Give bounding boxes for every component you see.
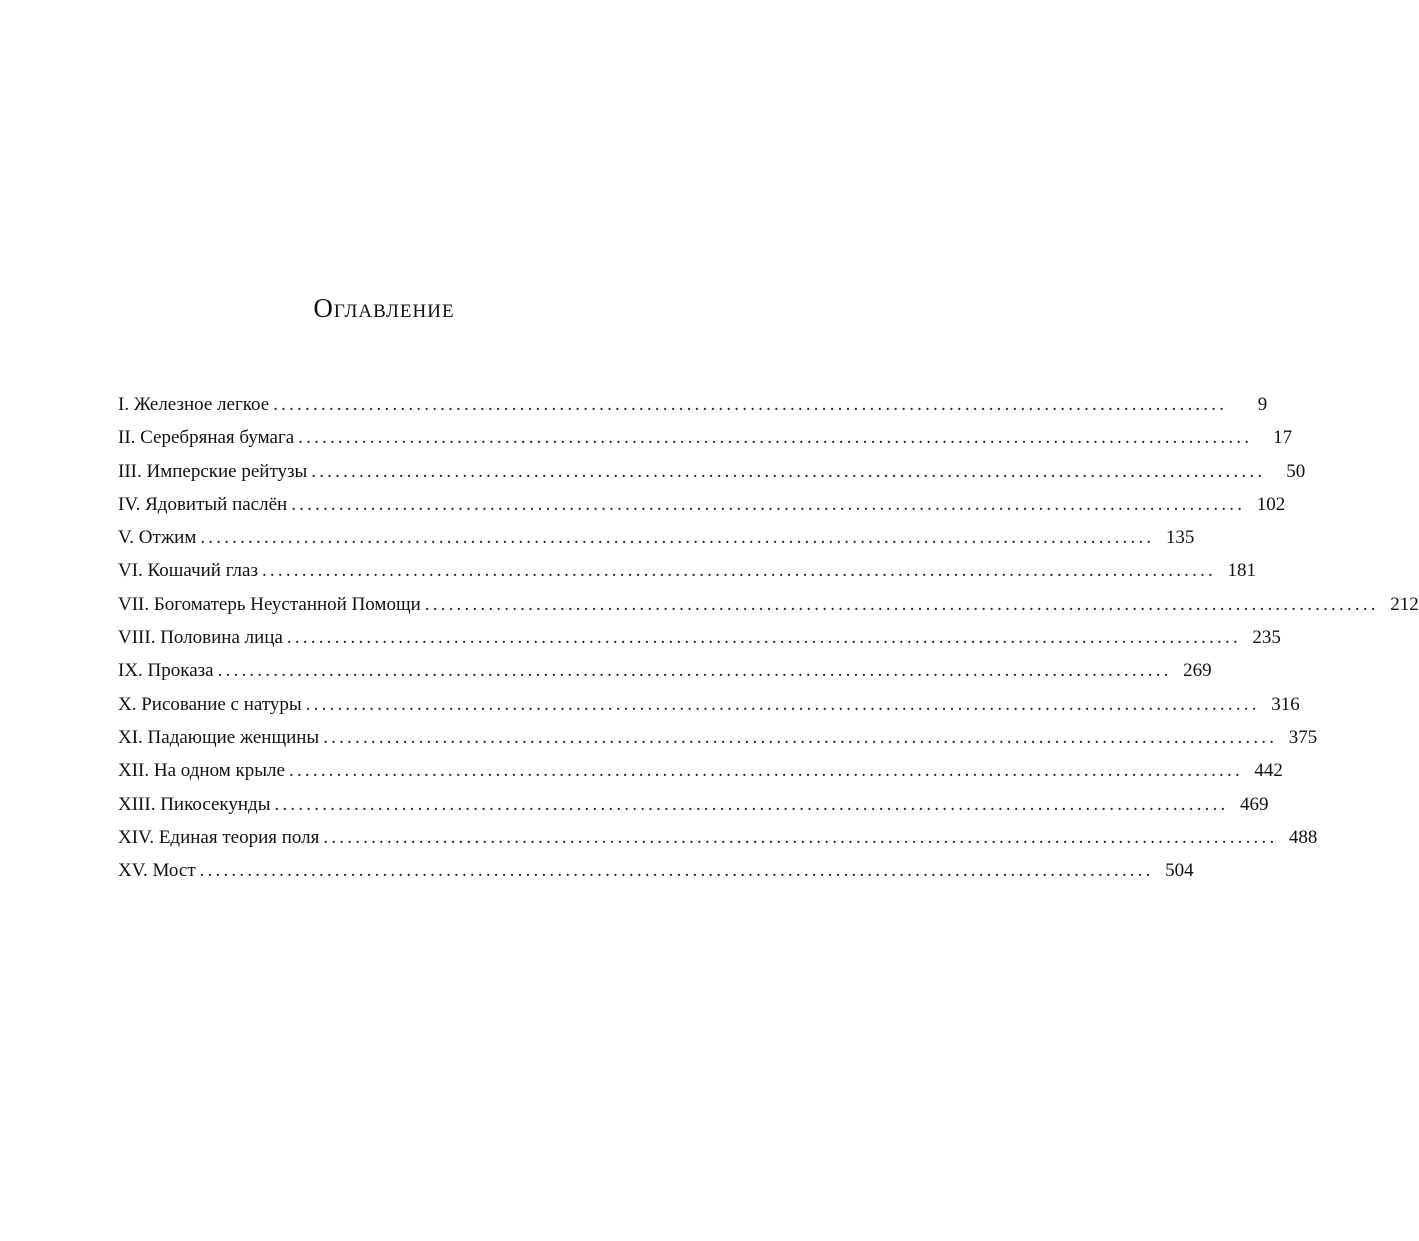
toc-entry-title: X. Рисование с натуры xyxy=(118,693,302,715)
toc-entry xyxy=(118,521,1195,554)
dot-leader: ........................................................................................................................ xyxy=(273,394,1228,415)
toc-entry xyxy=(118,388,1268,421)
dot-leader: ........................................................................................................................ xyxy=(200,527,1155,549)
toc-entry-page: 269 xyxy=(1183,660,1212,682)
toc-entry-page: 488 xyxy=(1288,826,1318,848)
page-title: Оглавление xyxy=(313,293,455,323)
toc-entry-page: 442 xyxy=(1254,760,1283,782)
dot-leader: ........................................................................................................................ xyxy=(199,860,1154,882)
dot-leader: ........................................................................................................................ xyxy=(424,593,1379,615)
dot-leader: ........................................................................................................................ xyxy=(311,460,1266,482)
dot-leader: ........................................................................................................................ xyxy=(261,560,1216,582)
toc-entry-page: 504 xyxy=(1165,860,1194,882)
toc-entry-page: 50 xyxy=(1286,460,1306,482)
toc-entry-title: XI. Падающие женщины xyxy=(118,726,320,748)
dot-leader: ........................................................................................................................ xyxy=(286,627,1241,649)
dot-leader: ........................................................................................................................ xyxy=(323,826,1278,848)
toc-entry xyxy=(118,721,1318,754)
dot-leader: ........................................................................................................................ xyxy=(291,493,1246,515)
toc-entry xyxy=(118,821,1318,854)
toc-entry-page: 375 xyxy=(1288,726,1318,748)
toc-entry xyxy=(118,588,1419,621)
toc-entry-title: XIII. Пикосекунды xyxy=(118,793,271,815)
dot-leader: ........................................................................................................................ xyxy=(288,760,1243,782)
toc-entry xyxy=(118,421,1293,454)
toc-entry-title: IX. Проказа xyxy=(118,660,214,682)
toc-entry-page: 469 xyxy=(1240,793,1269,815)
toc-entry-title: IV. Ядовитый паслён xyxy=(118,493,288,515)
toc-entry-page: 181 xyxy=(1227,560,1256,582)
table-of-contents xyxy=(118,388,1419,887)
toc-entry xyxy=(118,754,1283,787)
toc-entry-page: 17 xyxy=(1273,427,1293,449)
toc-entry-title: XII. На одном крыле xyxy=(118,760,285,782)
toc-entry-page: 212 xyxy=(1390,593,1419,615)
toc-entry-title: VII. Богоматерь Неустанной Помощи xyxy=(118,593,421,615)
toc-entry-title: I. Железное легкое xyxy=(118,394,270,415)
toc-entry xyxy=(118,621,1281,654)
dot-leader: ........................................................................................................................ xyxy=(323,726,1278,748)
toc-entry xyxy=(118,654,1212,687)
toc-entry-page: 102 xyxy=(1256,493,1286,515)
toc-entry-page: 9 xyxy=(1257,394,1268,415)
toc-entry-page: 235 xyxy=(1252,627,1281,649)
dot-leader: ........................................................................................................................ xyxy=(298,427,1253,449)
toc-entry-title: II. Серебряная бумага xyxy=(118,427,295,449)
toc-entry xyxy=(118,554,1256,587)
dot-leader: ........................................................................................................................ xyxy=(217,660,1172,682)
toc-entry-page: 135 xyxy=(1165,527,1195,549)
toc-entry xyxy=(118,488,1286,521)
toc-entry-page: 316 xyxy=(1271,693,1300,715)
toc-entry-title: VIII. Половина лица xyxy=(118,627,283,649)
toc-entry-title: XIV. Единая теория поля xyxy=(118,826,320,848)
toc-entry xyxy=(118,854,1194,887)
toc-entry xyxy=(118,455,1306,488)
dot-leader: ........................................................................................................................ xyxy=(305,693,1260,715)
dot-leader: ........................................................................................................................ xyxy=(274,793,1229,815)
toc-entry-title: V. Отжим xyxy=(118,527,197,549)
toc-entry xyxy=(118,688,1300,721)
toc-entry-title: III. Имперские рейтузы xyxy=(118,460,308,482)
toc-entry-title: VI. Кошачий глаз xyxy=(118,560,258,582)
toc-entry xyxy=(118,788,1269,821)
toc-entry-title: XV. Мост xyxy=(118,860,196,882)
